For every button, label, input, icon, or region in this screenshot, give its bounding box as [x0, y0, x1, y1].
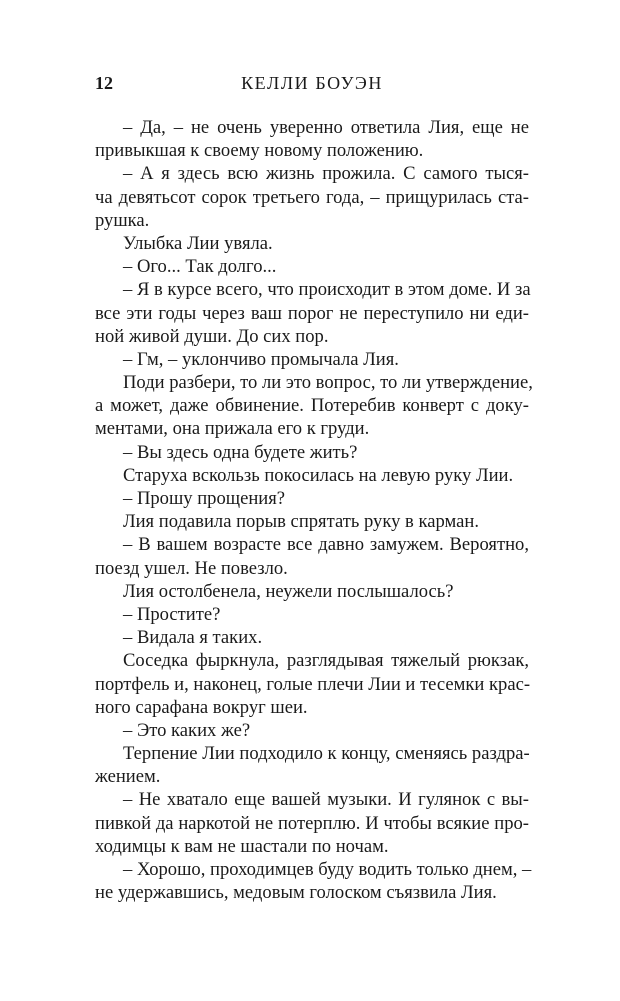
text-line: Поди разбери, то ли это вопрос, то ли утверждение,: [123, 372, 533, 394]
text-line: жением.: [95, 766, 161, 788]
text-line: Старуха вскользь покосилась на левую руку Лии.: [123, 464, 514, 486]
text-line: – В вашем возрасте все давно замужем. Вероятно,: [123, 534, 529, 556]
text-line: а может, даже обвинение. Потеребив конверт с доку-: [95, 395, 529, 417]
text-line: пивкой да наркотой не потерплю. И чтобы всякие про-: [95, 812, 529, 834]
text-line: рушка.: [95, 209, 150, 231]
text-line: Лия подавила порыв спрятать руку в карман.: [123, 511, 479, 533]
text-line: – Я в курсе всего, что происходит в этом доме. И за: [123, 279, 531, 301]
text-line: Соседка фыркнула, разглядывая тяжелый рюкзак,: [123, 650, 529, 672]
text-line: – Гм, – уклончиво промычала Лия.: [123, 348, 399, 370]
running-head: КЕЛЛИ БОУЭН: [241, 73, 383, 93]
text-line: – Хорошо, проходимцев буду водить только днем, –: [123, 859, 532, 880]
page-number: 12: [95, 73, 113, 93]
body-text: [95, 116, 533, 904]
text-line: Лия остолбенела, неужели послышалось?: [123, 580, 454, 602]
text-line: поезд ушел. Не повезло.: [95, 557, 288, 579]
text-line: – Ого... Так долго...: [123, 256, 277, 278]
text-line: – Да, – не очень уверенно ответила Лия, еще не: [123, 117, 529, 138]
text-line: ной живой души. До сих пор.: [95, 325, 329, 347]
text-line: – Простите?: [123, 603, 221, 625]
text-line: – Прошу прощения?: [123, 488, 286, 509]
text-line: ментами, она прижала его к груди.: [95, 418, 370, 440]
text-line: Терпение Лии подходило к концу, сменяясь раздра-: [123, 743, 530, 765]
text-line: – Не хватало еще вашей музыки. И гулянок с вы-: [123, 789, 529, 811]
text-line: ча девятьсот сорок третьего года, – прищурилась ста-: [95, 186, 529, 208]
text-line: – Видала я таких.: [123, 627, 263, 649]
text-line: – Это каких же?: [123, 719, 251, 741]
text-line: привыкшая к своему новому положению.: [95, 140, 424, 162]
text-line: – А я здесь всю жизнь прожила. С самого тыся-: [123, 163, 529, 185]
text-line: ходимцы к вам не шастали по ночам.: [95, 835, 389, 857]
text-line: – Вы здесь одна будете жить?: [123, 441, 358, 463]
text-line: не удержавшись, медовым голоском съязвила Лия.: [95, 882, 497, 904]
text-line: все эти годы через ваш порог не переступило ни еди-: [95, 302, 529, 324]
text-line: портфель и, наконец, голые плечи Лии и тесемки крас-: [95, 673, 531, 695]
text-line: Улыбка Лии увяла.: [123, 232, 273, 254]
text-line: ного сарафана вокруг шеи.: [95, 696, 308, 718]
